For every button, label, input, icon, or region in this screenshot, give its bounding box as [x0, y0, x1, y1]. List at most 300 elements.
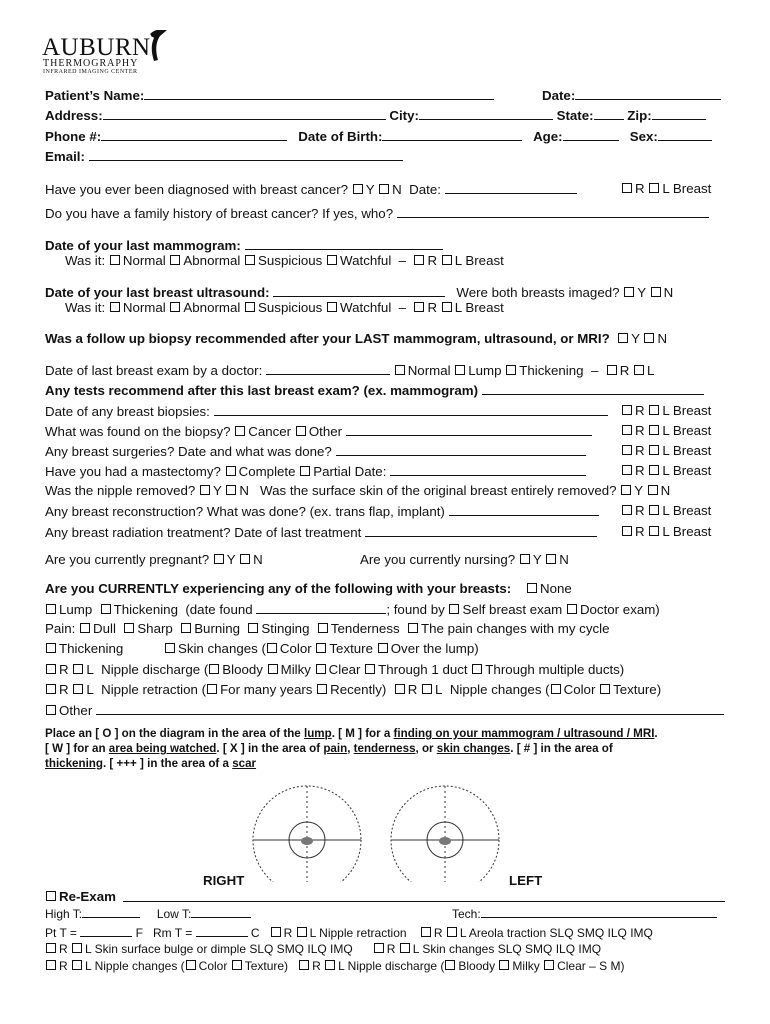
discharge-milky-checkbox[interactable]	[268, 664, 278, 674]
milky-label: Milky	[512, 959, 540, 973]
pregnant-label: Are you currently pregnant?	[45, 552, 210, 567]
office-discharge-r-checkbox[interactable]	[299, 960, 309, 970]
suspicious-label: Suspicious	[258, 300, 323, 315]
sym-burning-checkbox[interactable]	[181, 623, 191, 633]
left-nipple[interactable]	[439, 837, 451, 845]
found-by-label: ; found by	[386, 602, 445, 617]
biopsy-rec-yes-checkbox[interactable]	[618, 333, 628, 343]
zip-label: Zip:	[627, 108, 652, 123]
mastectomy-l-checkbox[interactable]	[649, 465, 659, 475]
reconstruction-row	[45, 503, 599, 520]
l-breast-label: L Breast	[662, 503, 712, 518]
mastectomy-r-checkbox[interactable]	[622, 465, 632, 475]
sym-thickening-checkbox[interactable]	[101, 604, 111, 614]
pregnant-row	[45, 552, 263, 568]
zip-field[interactable]	[652, 107, 706, 120]
nipple-color-checkbox[interactable]	[551, 684, 561, 694]
nipple-changes-l-checkbox[interactable]	[422, 684, 432, 694]
none-label: None	[539, 581, 572, 596]
r-label: R	[635, 524, 645, 539]
biopsies-side	[621, 403, 711, 419]
office-bulge-r-checkbox[interactable]	[46, 943, 56, 953]
office-color-checkbox[interactable]	[186, 960, 196, 970]
yes-label: Y	[365, 182, 375, 197]
sym-pain-changes-checkbox[interactable]	[408, 623, 418, 633]
milky-label: Milky	[280, 662, 311, 677]
radiation-field[interactable]	[365, 524, 597, 537]
mastectomy-row	[45, 463, 586, 480]
diagnosed-date-label: Date:	[409, 182, 441, 197]
dob-label: Date of Birth:	[298, 129, 383, 144]
dash: –	[590, 363, 599, 378]
mastectomy-complete-checkbox[interactable]	[226, 466, 236, 476]
date-field[interactable]	[575, 87, 721, 100]
biopsy-recommended-row	[45, 331, 667, 347]
us-l-checkbox[interactable]	[442, 302, 452, 312]
instr-text: , or	[415, 742, 434, 755]
instr-tenderness: tenderness	[353, 742, 416, 755]
email-row	[45, 148, 403, 165]
instructions-line-2	[45, 741, 658, 756]
address-field[interactable]	[103, 107, 386, 120]
retraction-years-checkbox[interactable]	[207, 684, 217, 694]
pain-label: Pain:	[45, 621, 76, 636]
mastectomy-date-field[interactable]	[390, 463, 586, 476]
office-nipple-r-checkbox[interactable]	[46, 960, 56, 970]
right-nipple[interactable]	[301, 837, 313, 845]
l-label: L	[309, 926, 316, 940]
office-row-2	[45, 941, 601, 957]
normal-label: Normal	[407, 363, 451, 378]
color-label: Color	[563, 682, 596, 697]
exam-lump-checkbox[interactable]	[455, 365, 465, 375]
state-field[interactable]	[594, 107, 624, 120]
family-history-label: Do you have a family history of breast cancer? If yes, who?	[45, 206, 394, 221]
instr-thickening: thickening	[45, 757, 103, 770]
mammo-watchful-checkbox[interactable]	[327, 255, 337, 265]
was-it-label: Was it:	[65, 253, 106, 268]
no-label: N	[239, 483, 249, 498]
nipple-changes-r-checkbox[interactable]	[395, 684, 405, 694]
l-label: L	[85, 942, 92, 956]
normal-label: Normal	[122, 253, 166, 268]
reconstruction-field[interactable]	[449, 503, 599, 516]
tech-field[interactable]	[481, 905, 717, 918]
office-skin-l-checkbox[interactable]	[400, 943, 410, 953]
instr-text: .	[654, 727, 658, 740]
email-label: Email:	[45, 149, 85, 164]
nipple-removed-row	[45, 483, 670, 499]
instr-pain: pain	[323, 742, 348, 755]
biopsies-r-checkbox[interactable]	[622, 405, 632, 415]
us-suspicious-checkbox[interactable]	[245, 302, 255, 312]
patient-name-label: Patient’s Name:	[45, 88, 145, 103]
l-label: L	[459, 926, 467, 940]
r-label: R	[312, 959, 321, 973]
reconstruction-r-checkbox[interactable]	[622, 505, 632, 515]
biopsy-cancer-checkbox[interactable]	[235, 426, 245, 436]
instr-skin: skin changes	[436, 742, 511, 755]
us-normal-checkbox[interactable]	[110, 302, 120, 312]
mammogram-row	[45, 237, 443, 254]
surgeries-field[interactable]	[336, 443, 586, 456]
office-areola-l-checkbox[interactable]	[447, 927, 457, 937]
discharge-multi-checkbox[interactable]	[472, 664, 482, 674]
diagnosed-label: Have you ever been diagnosed with breast cancer?	[45, 182, 349, 197]
nipple-removed-no-checkbox[interactable]	[226, 485, 236, 495]
mastectomy-side	[621, 463, 711, 479]
mastectomy-partial-checkbox[interactable]	[300, 466, 310, 476]
sex-field[interactable]	[658, 128, 712, 141]
office-bloody-checkbox[interactable]	[445, 960, 455, 970]
radiation-label: Any breast radiation treatment? Date of last treatment	[45, 525, 362, 540]
discharge-r-checkbox[interactable]	[46, 664, 56, 674]
mammogram-label: Date of your last mammogram:	[45, 238, 241, 253]
office-discharge-l-checkbox[interactable]	[325, 960, 335, 970]
retraction-recent-checkbox[interactable]	[317, 684, 327, 694]
l-label: L	[86, 662, 94, 677]
r-label: R	[59, 662, 69, 677]
skin-removed-no-checkbox[interactable]	[648, 485, 658, 495]
sym-thickening2-checkbox[interactable]	[46, 643, 56, 653]
texture-label: Texture)	[613, 682, 662, 697]
exam-normal-checkbox[interactable]	[395, 365, 405, 375]
ultrasound-row	[45, 284, 673, 301]
last-exam-label: Date of last breast exam by a doctor:	[45, 363, 263, 378]
age-field[interactable]	[563, 128, 619, 141]
thickening-label: Thickening	[113, 602, 178, 617]
stinging-label: Stinging	[261, 621, 310, 636]
through-1-duct-label: Through 1 duct	[378, 662, 468, 677]
r-label: R	[427, 300, 438, 315]
diagnosed-l-checkbox[interactable]	[649, 183, 659, 193]
dash: –	[398, 300, 407, 315]
thickening-label: Thickening	[519, 363, 584, 378]
tests-row	[45, 382, 704, 399]
abnormal-label: Abnormal	[183, 253, 241, 268]
dob-field[interactable]	[382, 128, 522, 141]
burning-label: Burning	[194, 621, 241, 636]
no-label: N	[559, 552, 569, 567]
abnormal-label: Abnormal	[183, 300, 241, 315]
sym-dull-checkbox[interactable]	[80, 623, 90, 633]
biopsy-found-label: What was found on the biopsy?	[45, 424, 231, 439]
biopsy-found-r-checkbox[interactable]	[622, 425, 632, 435]
mammo-r-checkbox[interactable]	[414, 255, 424, 265]
mammo-suspicious-checkbox[interactable]	[245, 255, 255, 265]
nipple-retraction-label: Nipple retraction (	[101, 682, 207, 697]
surgeries-l-checkbox[interactable]	[649, 445, 659, 455]
biopsies-field[interactable]	[214, 403, 608, 416]
texture-label: Texture)	[244, 959, 289, 973]
left-breast-diagram[interactable]	[391, 786, 499, 882]
recently-label: Recently)	[330, 682, 387, 697]
color-label: Color	[279, 641, 312, 656]
tech-label: Tech:	[452, 907, 481, 921]
reexam-row	[45, 888, 725, 906]
both-imaged-no-checkbox[interactable]	[651, 287, 661, 297]
pt-t-label: Pt T =	[45, 926, 77, 940]
sym-other-field[interactable]	[96, 702, 724, 715]
right-breast-diagram[interactable]	[253, 786, 361, 882]
surgeries-r-checkbox[interactable]	[622, 445, 632, 455]
mastectomy-label: Have you had a mastectomy?	[45, 464, 221, 479]
biopsy-found-side	[621, 423, 711, 439]
l-breast-label: L Breast	[662, 181, 712, 196]
phone-label: Phone #:	[45, 129, 102, 144]
diagnosed-no-checkbox[interactable]	[379, 184, 389, 194]
yes-label: Y	[226, 552, 236, 567]
lump-label: Lump	[59, 602, 93, 617]
reexam-label: Re-Exam	[59, 889, 116, 904]
clear-label: Clear	[328, 662, 361, 677]
patient-name-field[interactable]	[144, 87, 494, 100]
diagnosed-yes-checkbox[interactable]	[353, 184, 363, 194]
diagnosed-side-row	[621, 181, 711, 197]
reexam-checkbox[interactable]	[46, 891, 56, 901]
sex-label: Sex:	[629, 129, 658, 144]
nursing-yes-checkbox[interactable]	[520, 554, 530, 564]
mammogram-date-field[interactable]	[245, 237, 443, 250]
mammo-normal-checkbox[interactable]	[110, 255, 120, 265]
dash: –	[398, 253, 407, 268]
address-label: Address:	[45, 108, 103, 123]
pt-t-field[interactable]	[80, 924, 132, 937]
instr-text: Place an [ O ] on the diagram in the area of the	[45, 727, 301, 740]
surgeries-side	[621, 443, 711, 459]
sym-self-exam-checkbox[interactable]	[449, 604, 459, 614]
logo-line3: INFRARED IMAGING CENTER	[43, 69, 138, 75]
discharge-bloody-checkbox[interactable]	[209, 664, 219, 674]
no-label: N	[392, 182, 402, 197]
r-label: R	[635, 443, 645, 458]
yes-label: Y	[637, 285, 646, 300]
low-t-field[interactable]	[191, 905, 251, 918]
date-found-field[interactable]	[256, 601, 386, 614]
phone-row	[45, 128, 712, 145]
last-exam-date-field[interactable]	[266, 362, 390, 375]
biopsy-found-row	[45, 423, 592, 440]
r-label: R	[386, 942, 396, 956]
reconstruction-l-checkbox[interactable]	[649, 505, 659, 515]
us-r-checkbox[interactable]	[414, 302, 424, 312]
yes-label: Y	[634, 483, 643, 498]
email-field[interactable]	[89, 148, 403, 161]
instr-text: . [ # ] in the area of	[510, 742, 613, 755]
sym-skin-changes-checkbox[interactable]	[165, 643, 175, 653]
diagnosed-date-field[interactable]	[445, 181, 577, 194]
skin-changes-label: Skin changes SLQ SMQ ILQ IMQ	[422, 942, 602, 956]
office-skin-r-checkbox[interactable]	[374, 943, 384, 953]
symptoms-none-checkbox[interactable]	[527, 583, 537, 593]
both-imaged-yes-checkbox[interactable]	[624, 287, 634, 297]
radiation-row	[45, 524, 597, 541]
biopsy-found-l-checkbox[interactable]	[649, 425, 659, 435]
office-bulge-l-checkbox[interactable]	[72, 943, 82, 953]
doctor-exam-label: Doctor exam)	[579, 602, 660, 617]
rm-t-field[interactable]	[196, 924, 248, 937]
office-areola-r-checkbox[interactable]	[421, 927, 431, 937]
left-label: LEFT	[509, 873, 543, 888]
sym-stinging-checkbox[interactable]	[248, 623, 258, 633]
cancer-label: Cancer	[248, 424, 292, 439]
r-label: R	[635, 503, 645, 518]
skin-removed-label: Was the surface skin of the original breast entirely removed?	[260, 483, 617, 498]
through-multiple-label: Through multiple ducts)	[485, 662, 625, 677]
tech-row	[452, 905, 717, 922]
office-clear-checkbox[interactable]	[544, 960, 554, 970]
yes-label: Y	[213, 483, 222, 498]
ultrasound-result-row	[65, 300, 504, 316]
sym-skin-texture-checkbox[interactable]	[316, 643, 326, 653]
tests-field[interactable]	[482, 382, 704, 395]
symptoms-row-6	[45, 702, 724, 719]
biopsy-rec-no-checkbox[interactable]	[644, 333, 654, 343]
l-label: L	[86, 682, 94, 697]
biopsy-other-field[interactable]	[346, 423, 592, 436]
exam-l-checkbox[interactable]	[634, 365, 644, 375]
radiation-l-checkbox[interactable]	[649, 526, 659, 536]
us-watchful-checkbox[interactable]	[327, 302, 337, 312]
nipple-retraction-label: Nipple retraction	[319, 926, 407, 940]
yes-label: Y	[532, 552, 542, 567]
office-retraction-r-checkbox[interactable]	[271, 927, 281, 937]
office-milky-checkbox[interactable]	[499, 960, 509, 970]
patient-name-row	[45, 87, 494, 104]
last-exam-row	[45, 362, 654, 379]
retraction-r-checkbox[interactable]	[46, 684, 56, 694]
city-field[interactable]	[419, 107, 553, 120]
nipple-texture-checkbox[interactable]	[600, 684, 610, 694]
tenderness-label: Tenderness	[330, 621, 400, 636]
exam-r-checkbox[interactable]	[607, 365, 617, 375]
discharge-l-checkbox[interactable]	[73, 664, 83, 674]
reexam-line	[123, 901, 725, 902]
clear-label: Clear – S M)	[557, 959, 625, 973]
radiation-r-checkbox[interactable]	[622, 526, 632, 536]
texture-label: Texture	[329, 641, 374, 656]
office-nipple-l-checkbox[interactable]	[72, 960, 82, 970]
no-label: N	[253, 552, 263, 567]
exam-thickening-checkbox[interactable]	[506, 365, 516, 375]
f-label: F	[135, 926, 143, 940]
symptoms-row-5	[45, 682, 661, 698]
discharge-1duct-checkbox[interactable]	[365, 664, 375, 674]
high-t-field[interactable]	[82, 905, 140, 918]
discharge-clear-checkbox[interactable]	[316, 664, 326, 674]
rm-t-label: Rm T =	[152, 926, 193, 940]
pregnant-yes-checkbox[interactable]	[214, 554, 224, 564]
biopsy-other-checkbox[interactable]	[296, 426, 306, 436]
areola-traction-label: Areola traction SLQ SMQ ILQ IMQ	[468, 926, 653, 940]
r-label: R	[635, 463, 645, 478]
retraction-l-checkbox[interactable]	[73, 684, 83, 694]
mammo-abnormal-checkbox[interactable]	[170, 255, 180, 265]
symptoms-row-1	[45, 601, 660, 618]
ultrasound-label: Date of your last breast ultrasound:	[45, 285, 270, 300]
sym-lump-checkbox[interactable]	[46, 604, 56, 614]
sym-other-checkbox[interactable]	[46, 705, 56, 715]
sym-skin-color-checkbox[interactable]	[267, 643, 277, 653]
state-label: State:	[556, 108, 594, 123]
nipple-removed-yes-checkbox[interactable]	[200, 485, 210, 495]
mammo-l-checkbox[interactable]	[442, 255, 452, 265]
skin-changes-label: Skin changes (	[177, 641, 266, 656]
was-it-label: Was it:	[65, 300, 106, 315]
yes-label: Y	[631, 331, 640, 346]
office-row-3	[45, 958, 624, 974]
ultrasound-date-field[interactable]	[273, 284, 445, 297]
complete-label: Complete	[238, 464, 296, 479]
phone-field[interactable]	[101, 128, 287, 141]
pain-changes-label: The pain changes with my cycle	[421, 621, 610, 636]
dull-label: Dull	[93, 621, 116, 636]
r-label: R	[59, 682, 69, 697]
logo-line2: THERMOGRAPHY	[43, 58, 139, 69]
surgeries-label: Any breast surgeries? Date and what was done?	[45, 444, 332, 459]
sym-over-lump-checkbox[interactable]	[378, 643, 388, 653]
l-breast-label: L Breast	[662, 463, 712, 478]
instr-text: . [ X ] in the area of	[216, 742, 321, 755]
office-retraction-l-checkbox[interactable]	[297, 927, 307, 937]
sym-sharp-checkbox[interactable]	[124, 623, 134, 633]
partial-date-label: Partial Date:	[313, 464, 387, 479]
l-breast-label: L Breast	[454, 253, 504, 268]
lump-label: Lump	[468, 363, 502, 378]
pregnant-no-checkbox[interactable]	[240, 554, 250, 564]
many-years-label: For many years	[220, 682, 313, 697]
no-label: N	[660, 483, 671, 498]
biopsy-recommended-label: Was a follow up biopsy recommended after your LAST mammogram, ultrasound, or MRI?	[45, 331, 610, 346]
diagnosed-r-checkbox[interactable]	[622, 183, 632, 193]
us-abnormal-checkbox[interactable]	[170, 302, 180, 312]
clinic-logo	[42, 30, 172, 78]
nursing-no-checkbox[interactable]	[546, 554, 556, 564]
l-breast-label: L Breast	[454, 300, 504, 315]
nursing-label: Are you currently nursing?	[360, 552, 516, 567]
biopsies-row	[45, 403, 608, 420]
nipple-changes-label: Nipple changes (	[449, 682, 550, 697]
no-label: N	[657, 331, 668, 346]
office-texture-checkbox[interactable]	[232, 960, 242, 970]
r-label: R	[635, 403, 645, 418]
l-label: L	[85, 959, 92, 973]
reconstruction-label: Any breast reconstruction? What was done? (ex. trans flap, implant)	[45, 504, 445, 519]
instructions	[45, 726, 658, 771]
temps-row	[45, 905, 251, 922]
family-history-field[interactable]	[397, 205, 709, 218]
self-exam-label: Self breast exam	[462, 602, 563, 617]
nipple-changes-label: Nipple changes (	[94, 959, 185, 973]
breast-diagram[interactable]	[240, 772, 530, 882]
symptoms-row-3	[45, 641, 479, 657]
biopsies-label: Date of any breast biopsies:	[45, 404, 210, 419]
nipple-discharge-label: Nipple discharge (	[347, 959, 445, 973]
instr-text: . [ +++ ] in the area of a	[102, 757, 229, 770]
r-label: R	[619, 363, 630, 378]
logo-name: AUBURN	[42, 34, 151, 61]
sym-doctor-exam-checkbox[interactable]	[567, 604, 577, 614]
biopsies-l-checkbox[interactable]	[649, 405, 659, 415]
city-label: City:	[389, 108, 419, 123]
over-lump-label: Over the lump)	[390, 641, 479, 656]
sym-tenderness-checkbox[interactable]	[318, 623, 328, 633]
tests-label: Any tests recommend after this last breast exam? (ex. mammogram)	[45, 383, 479, 398]
skin-removed-yes-checkbox[interactable]	[621, 485, 631, 495]
family-history-row	[45, 205, 709, 222]
reconstruction-side	[621, 503, 711, 519]
date-found-label: (date found	[185, 602, 253, 617]
